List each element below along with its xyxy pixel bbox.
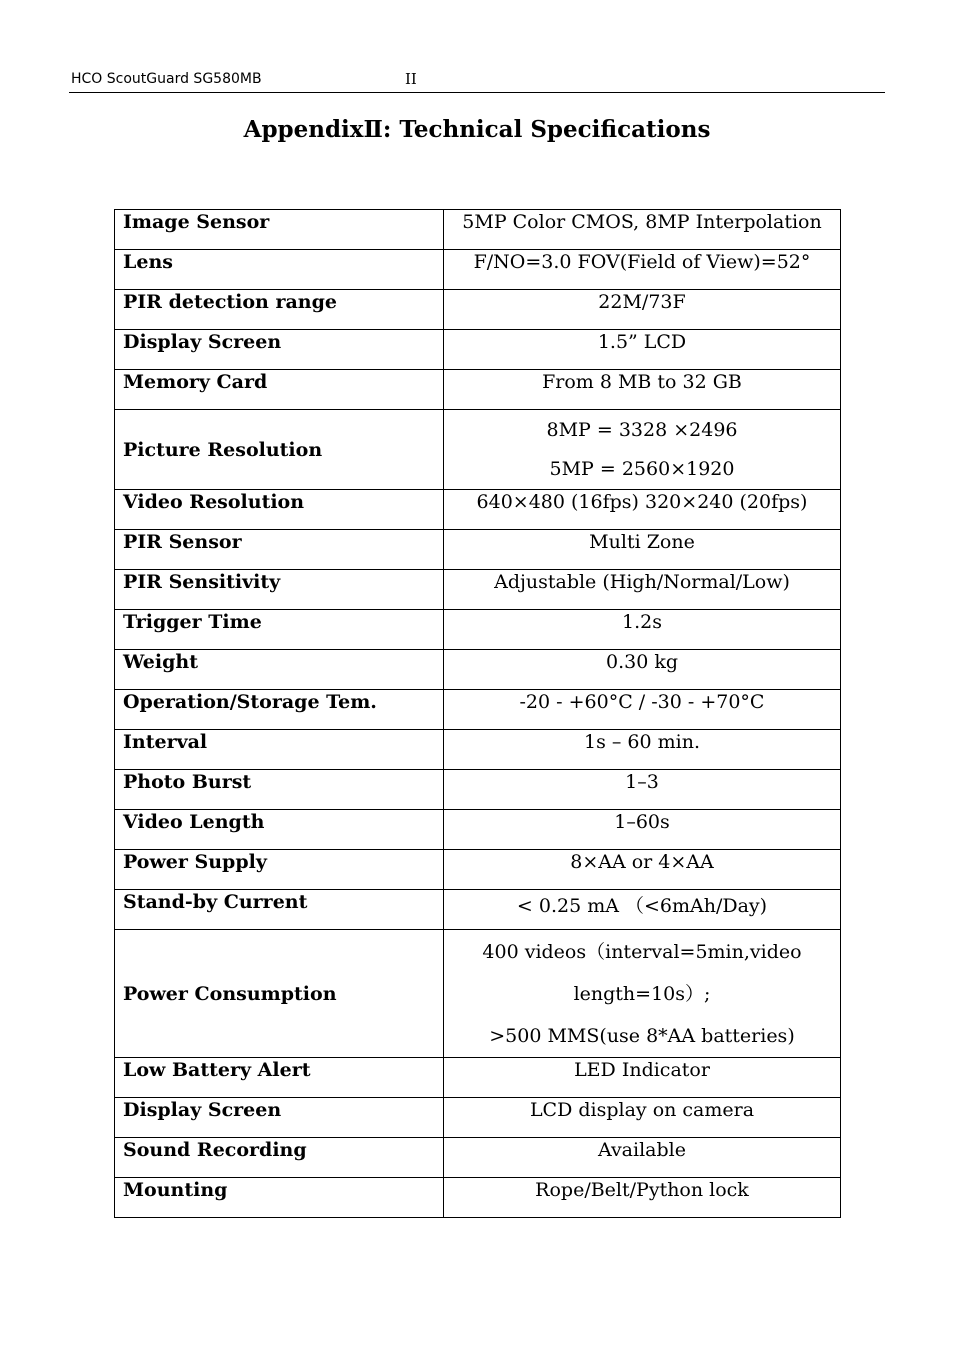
table-row — [115, 650, 841, 690]
table-row — [115, 570, 841, 610]
spec-value-line: 5MP Color CMOS, 8MP Interpolation — [462, 211, 822, 233]
spec-value — [444, 770, 841, 810]
spec-value-line: From 8 MB to 32 GB — [542, 371, 742, 393]
table-row — [115, 690, 841, 730]
table-row — [115, 250, 841, 290]
spec-value — [444, 210, 841, 250]
spec-label: Power Consumption — [115, 930, 444, 1058]
spec-label: Power Supply — [115, 850, 444, 890]
spec-value-line: -20 - +60°C / -30 - +70°C — [519, 691, 765, 713]
table-row — [115, 530, 841, 570]
page-header — [69, 70, 885, 93]
spec-value — [444, 650, 841, 690]
spec-value — [444, 530, 841, 570]
table-row — [115, 610, 841, 650]
spec-value — [444, 570, 841, 610]
spec-value-line: 8×AA or 4×AA — [570, 851, 714, 873]
spec-label: PIR Sensor — [115, 530, 444, 570]
spec-value-line: 1s – 60 min. — [583, 731, 700, 753]
spec-value-line: Rope/Belt/Python lock — [535, 1179, 749, 1201]
spec-label: Trigger Time — [115, 610, 444, 650]
spec-value-line: 8MP = 3328 ×2496 — [546, 419, 738, 441]
spec-label: Mounting — [115, 1178, 444, 1218]
table-row — [115, 1138, 841, 1178]
spec-label: PIR detection range — [115, 290, 444, 330]
table-row — [115, 410, 841, 490]
table-row — [115, 930, 841, 1058]
spec-value — [444, 890, 841, 930]
table-row — [115, 890, 841, 930]
spec-value-line: 400 videos（interval=5min,video — [482, 941, 802, 963]
spec-label: Weight — [115, 650, 444, 690]
spec-value-line: < 0.25 mA （<6mAh/Day) — [516, 895, 768, 917]
spec-value-line: F/NO=3.0 FOV(Field of View)=52° — [473, 251, 811, 273]
spec-label: Lens — [115, 250, 444, 290]
table-row — [115, 1178, 841, 1218]
table-row — [115, 1058, 841, 1098]
table-row — [115, 730, 841, 770]
spec-value — [444, 610, 841, 650]
spec-label: Sound Recording — [115, 1138, 444, 1178]
spec-label: Low Battery Alert — [115, 1058, 444, 1098]
spec-value — [444, 850, 841, 890]
spec-value — [444, 250, 841, 290]
spec-value — [444, 1098, 841, 1138]
spec-label: Photo Burst — [115, 770, 444, 810]
header-page-number: II — [405, 70, 417, 88]
spec-value-line: 22M/73F — [598, 291, 686, 313]
table-row — [115, 290, 841, 330]
spec-value-line: Adjustable (High/Normal/Low) — [494, 571, 790, 593]
spec-value-line: 5MP = 2560×1920 — [549, 458, 735, 480]
spec-value — [444, 490, 841, 530]
spec-label: PIR Sensitivity — [115, 570, 444, 610]
spec-label: Interval — [115, 730, 444, 770]
spec-value — [444, 1138, 841, 1178]
table-row — [115, 490, 841, 530]
table-row — [115, 1098, 841, 1138]
spec-label: Operation/Storage Tem. — [115, 690, 444, 730]
spec-label: Picture Resolution — [115, 410, 444, 490]
spec-label: Display Screen — [115, 330, 444, 370]
spec-value — [444, 730, 841, 770]
spec-value-line: Available — [598, 1139, 686, 1161]
spec-value-line: 1.2s — [622, 611, 662, 633]
spec-value-line: 0.30 kg — [605, 651, 679, 673]
spec-value-line: 1–60s — [614, 811, 670, 833]
spec-label: Image Sensor — [115, 210, 444, 250]
table-row — [115, 810, 841, 850]
spec-value — [444, 1058, 841, 1098]
table-row — [115, 210, 841, 250]
table-row — [115, 770, 841, 810]
table-row — [115, 370, 841, 410]
spec-label: Display Screen — [115, 1098, 444, 1138]
spec-value — [444, 690, 841, 730]
spec-value — [444, 370, 841, 410]
spec-value — [444, 930, 841, 1058]
table-row — [115, 330, 841, 370]
spec-value — [444, 1178, 841, 1218]
table-row — [115, 850, 841, 890]
specifications-table — [114, 209, 841, 1218]
spec-label: Video Length — [115, 810, 444, 850]
spec-value-line: 640×480 (16fps) 320×240 (20fps) — [476, 491, 808, 513]
spec-value-line: 1.5” LCD — [597, 331, 687, 353]
spec-value-line: LCD display on camera — [529, 1099, 755, 1121]
spec-label: Memory Card — [115, 370, 444, 410]
spec-value — [444, 330, 841, 370]
spec-value-line: Multi Zone — [589, 531, 695, 553]
spec-value-line: >500 MMS(use 8*AA batteries) — [489, 1025, 795, 1047]
spec-value-line: 1–3 — [625, 771, 659, 793]
spec-label: Video Resolution — [115, 490, 444, 530]
spec-value-line: LED Indicator — [574, 1059, 710, 1081]
spec-value-line: length=10s）; — [573, 983, 711, 1005]
spec-value — [444, 410, 841, 490]
page-title: AppendixⅡ: Technical Specifications — [243, 116, 711, 143]
spec-value — [444, 290, 841, 330]
spec-value — [444, 810, 841, 850]
spec-label: Stand-by Current — [115, 890, 444, 930]
header-product-name: HCO ScoutGuard SG580MB — [71, 71, 262, 87]
